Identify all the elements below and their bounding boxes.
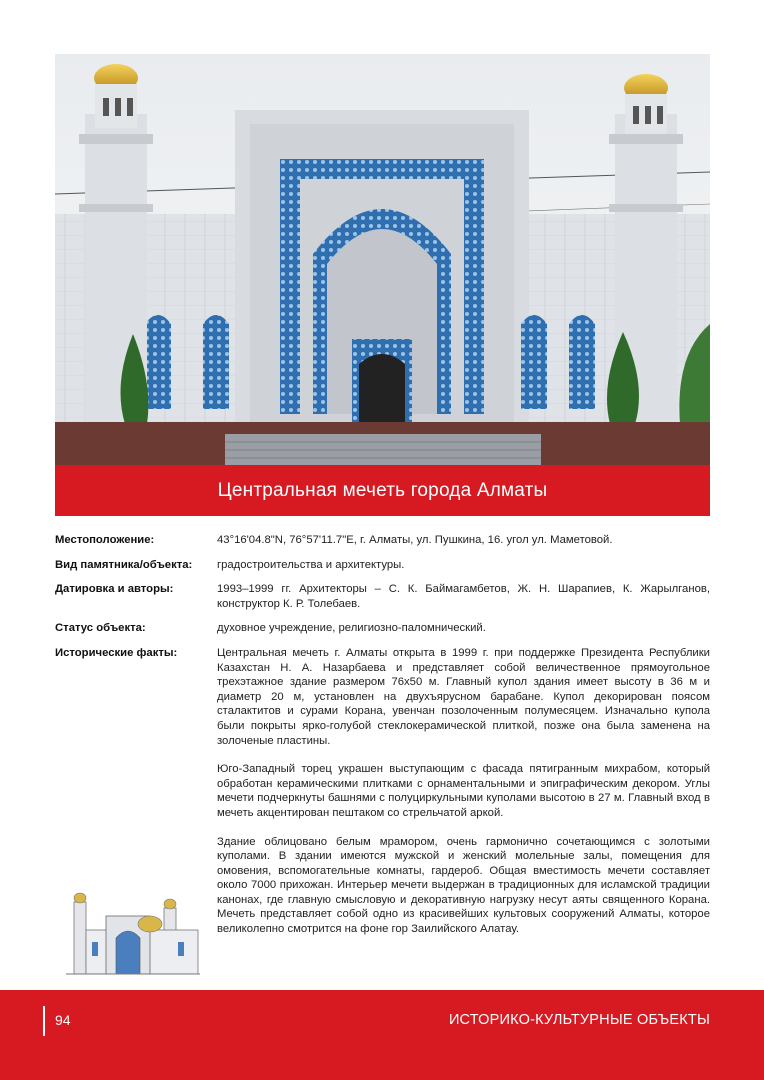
history-paragraph: Центральная мечеть г. Алматы открыта в 1999 г. при поддержке Президента Республики Казахстан Н. А. Назарбаева и представляет собой величественное прямоугольное трехэтажное здание размером 76х50 м. Главный купол здания имеет высоту в 36 м и диаметр 20 м, установлен на двухъярусном барабане. Купол декорирован поясом сталактитов и сурами Корана, увенчан позолоченным полумесяцем. Изначально купола были покрыты ярко-голубой стеклокерамической плиткой, позже она была заменена на золоченые пластины. (217, 646, 710, 747)
history-text (217, 646, 710, 951)
info-row-type (55, 558, 710, 573)
field-label: Местоположение: (55, 534, 155, 546)
page-number: 94 (55, 1012, 71, 1028)
page-title: Центральная мечеть города Алматы (217, 479, 548, 501)
info-row-status (55, 621, 710, 636)
info-row-location (55, 533, 710, 548)
mosque-photo (55, 54, 710, 465)
mosque-drawing (66, 886, 200, 978)
page-footer (0, 990, 764, 1080)
field-value: 1993–1999 гг. Архитекторы – С. К. Баймагамбетов, Ж. Н. Шарапиев, К. Жарылганов, конструктор К. Р. Толебаев. (217, 583, 710, 610)
section-title: ИСТОРИКО-КУЛЬТУРНЫЕ ОБЪЕКТЫ (448, 1012, 710, 1028)
field-value: духовное учреждение, религиозно-паломнический. (217, 622, 486, 635)
field-value: 43°16'04.8"N, 76°57'11.7"E, г. Алматы, ул. Пушкина, 16. угол ул. Маметовой. (217, 534, 613, 546)
field-value: градостроительства и архитектуры. (217, 558, 405, 571)
field-label: Вид памятника/объекта: (55, 558, 193, 571)
field-label: Статус объекта: (55, 622, 146, 635)
title-band (55, 465, 710, 516)
footer-divider (43, 1006, 45, 1036)
field-label: Датировка и авторы: (55, 583, 174, 596)
history-paragraph: Здание облицовано белым мрамором, очень гармонично сочетающимся с золотыми куполами. В здании имеются мужской и женский молельные залы, помещения для омовения, вспомогательные комнаты, гардероб. Общая вместимость мечети составляет около 7000 прихожан. Интерьер мечети выдержан в традиционных для исламской традиции канонах, где главную смысловую и декоративную нагрузку несут аяты священного Корана. Мечеть представляет собой одно из красивейших культовых сооружений Алматы, которое великолепно смотрится на фоне гор Заилийского Алатау. (217, 835, 710, 936)
history-paragraph: Юго-Западный торец украшен выступающим с фасада пятигранным михрабом, который обработан керамическими плитками с орнаментальными и эпиграфическим декором. Углы мечети подчеркнуты башнями с полуциркульными куполами высотою в 27 м. Главный вход в мечеть акцентирован пештаком со стрельчатой аркой. (217, 763, 710, 819)
info-row-dating (55, 582, 710, 611)
field-label: Исторические факты: (55, 646, 178, 659)
